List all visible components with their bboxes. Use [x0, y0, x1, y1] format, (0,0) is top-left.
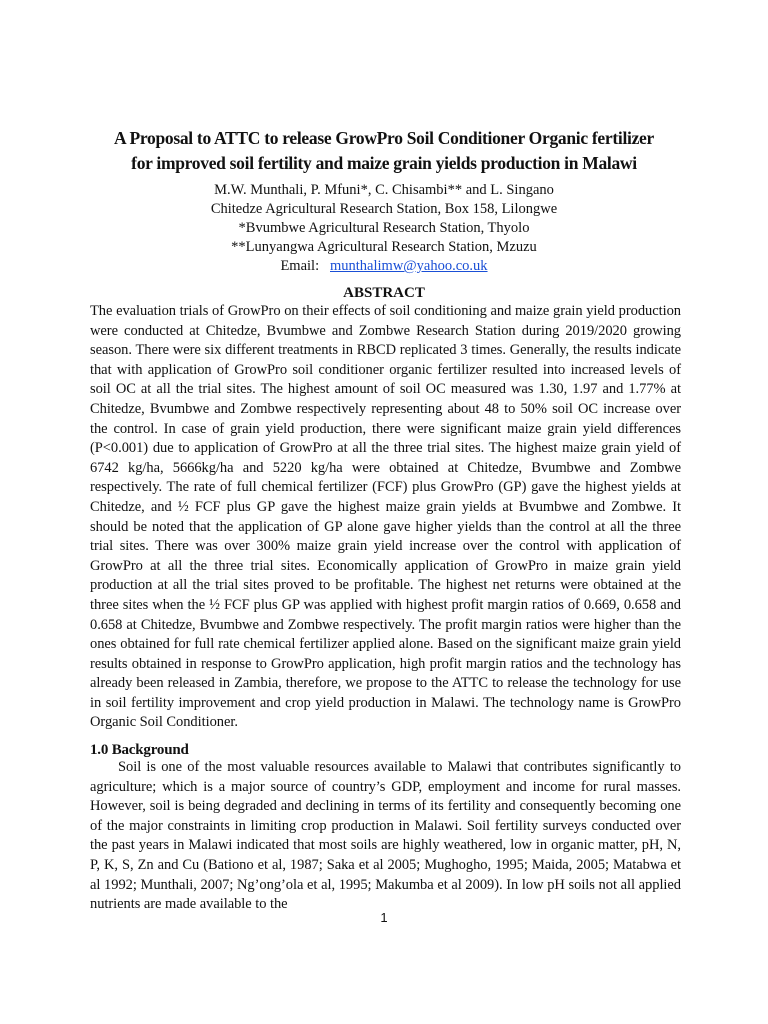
paper-title [90, 126, 678, 176]
affiliation-lunyangwa: **Lunyangwa Agricultural Research Station, Mzuzu [231, 239, 537, 255]
email-label: Email: [280, 258, 320, 274]
title-line-2: for improved soil fertility and maize grain yields production in Malawi [131, 153, 637, 173]
affiliation-bvumbwe: *Bvumbwe Agricultural Research Station, Thyolo [238, 220, 530, 236]
section-heading-background: 1.0 Background [90, 742, 189, 758]
author-block [140, 181, 628, 276]
abstract-body [90, 302, 681, 733]
background-body [90, 758, 681, 915]
abstract-paragraph: The evaluation trials of GrowPro on their effects of soil conditioning and maize grain yield production were conducted at Chitedze, Bvumbwe and Zombwe Research Station during 2019/2020 growing season. There were six different treatments in RBCD replicated 3 times. Generally, the results indicate that with application of GrowPro soil conditioner organic fertilizer resulted into increased levels of soil OC at all the trial sites. The highest amount of soil OC measured was 1.30, 1.97 and 1.77% at Chitedze, Bvumbwe and Zombwe respectively representing about 48 to 50% soil OC increase over the control. In case of grain yield production, there were significant maize grain yield differences (P<0.001) due to application of GrowPro at all the three trial sites. The highest maize grain yield of 6742 kg/ha, 5666kg/ha and 5220 kg/ha were obtained at Chitedze, Bvumbwe and Zombwe respectively. The rate of full chemical fertilizer (FCF) plus GrowPro (GP) gave the highest yields at Chitedze, and ½ FCF plus GP gave the highest maize grain yields at Bvumbwe and Zombwe. It should be noted that the application of GP alone gave higher yields than the control at all the three trial sites. There was over 300% maize grain yield increase over the control with application of GrowPro at all the three trial sites. Economically application of GrowPro in maize grain yield production at all the trial sites proved to be profitable. The highest net returns were obtained at the three sites when the ½ FCF plus GP was applied with highest profit margin ratios of 0.669, 0.658 and 0.658 at Chitedze, Bvumbwe and Zombwe respectively. The profit margin ratios were higher than the ones obtained for full rate chemical fertilizer applied alone. Based on the significant maize grain yield results obtained in response to GrowPro application, high profit margin ratios and the technology has already been released in Zambia, therefore, we propose to the ATTC to release the technology for use in soil fertility improvement and crop yield production in Malawi. The technology name is GrowPro Organic Soil Conditioner. [90, 303, 681, 731]
authors: M.W. Munthali, P. Mfuni*, C. Chisambi** and L. Singano [214, 182, 554, 198]
page-number: 1 [380, 910, 388, 925]
email-line [140, 257, 628, 276]
title-line-1: A Proposal to ATTC to release GrowPro Soil Conditioner Organic fertilizer [114, 128, 654, 148]
email-link[interactable]: munthalimw@yahoo.co.uk [330, 258, 488, 274]
affiliation-chitedze: Chitedze Agricultural Research Station, Box 158, Lilongwe [210, 201, 558, 217]
background-paragraph: Soil is one of the most valuable resources available to Malawi that contributes significantly to agriculture; which is a major source of country’s GDP, employment and income for rural masses. However, soil is being degraded and declining in terms of its fertility and consequently becoming one of the major constraints in limiting crop production in Malawi. Soil fertility surveys conducted over the past years in Malawi indicated that most soils are highly weathered, low in organic matter, pH, N, P, K, S, Zn and Cu (Bationo et al, 1987; Saka et al 2005; Mughogho, 1995; Maida, 2005; Matabwa et al 1992; Munthali, 2007; Ng’ong’ola et al, 1995; Makumba et al 2009). In low pH soils not all applied nutrients are made available to the [90, 759, 681, 913]
abstract-heading: ABSTRACT [343, 285, 425, 301]
